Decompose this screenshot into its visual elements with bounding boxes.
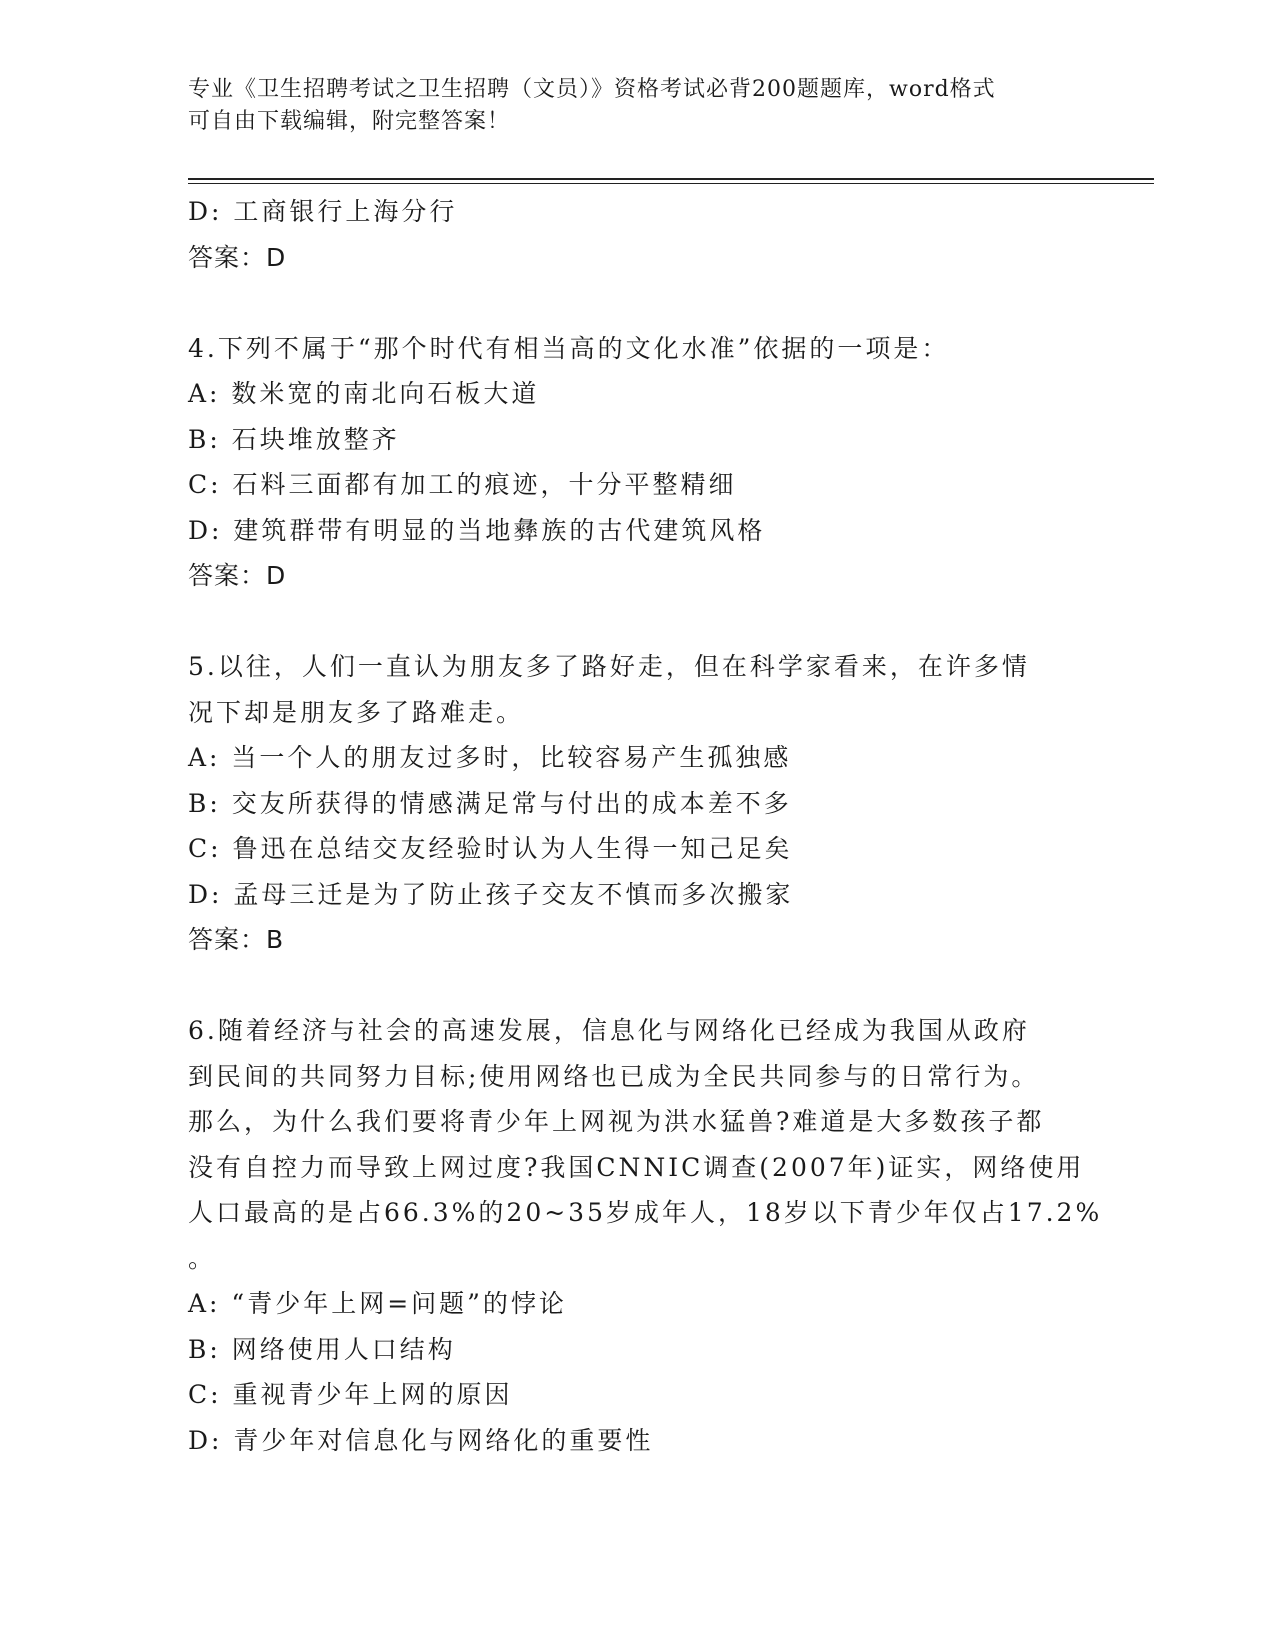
question-stem-line-2: 况下却是朋友多了路难走。 [188, 697, 525, 727]
answer-line: 答案：D [188, 561, 287, 590]
question-stem-line-2: 到民间的共同努力目标;使用网络也已成为全民共同参与的日常行为。 [188, 1061, 1040, 1091]
option-c: C: 鲁迅在总结交友经验时认为人生得一知己足矣 [188, 834, 793, 863]
spacer [188, 963, 1088, 1009]
header-divider-thick [188, 178, 1154, 180]
option-a: A: “青少年上网=问题”的悖论 [188, 1289, 567, 1318]
option-a: A: 数米宽的南北向石板大道 [188, 379, 540, 408]
option-b: B: 石块堆放整齐 [188, 424, 400, 454]
question-5 [188, 644, 1088, 963]
option-a: A: 当一个人的朋友过多时，比较容易产生孤独感 [188, 743, 792, 772]
header-title-line-2: 可自由下载编辑，附完整答案！ [188, 109, 511, 134]
option-d: D: 工商银行上海分行 [188, 197, 458, 226]
option-b: B: 网络使用人口结构 [188, 1334, 456, 1364]
question-stem-line-1: 5.以往，人们一直认为朋友多了路好走，但在科学家看来，在许多情 [188, 652, 1030, 681]
header-title-line-1: 专业《卫生招聘考试之卫生招聘（文员）》资格考试必背200题题库，word格式 [188, 77, 996, 102]
question-3-tail [188, 189, 1088, 280]
option-d: D: 孟母三迁是为了防止孩子交友不慎而多次搬家 [188, 879, 794, 909]
answer-line: 答案：B [188, 925, 285, 954]
spacer [188, 280, 1088, 326]
question-stem: 4.下列不属于“那个时代有相当高的文化水准”依据的一项是： [188, 333, 950, 363]
question-6 [188, 1008, 1103, 1463]
option-c: C: 石料三面都有加工的痕迹，十分平整精细 [188, 470, 737, 499]
question-list [188, 189, 1103, 1463]
question-stem-line-1: 6.随着经济与社会的高速发展，信息化与网络化已经成为我国从政府 [188, 1016, 1030, 1045]
question-4 [188, 326, 1088, 599]
option-d: D: 青少年对信息化与网络化的重要性 [188, 1425, 654, 1455]
answer-line: 答案：D [188, 242, 287, 272]
page-header [188, 74, 1088, 138]
option-c: C: 重视青少年上网的原因 [188, 1380, 513, 1409]
question-stem-line-3: 那么，为什么我们要将青少年上网视为洪水猛兽?难道是大多数孩子都 [188, 1107, 1045, 1136]
question-stem-line-5: 人口最高的是占66.3%的20~35岁成年人，18岁以下青少年仅占17.2% [188, 1198, 1103, 1227]
question-stem-line-6: 。 [188, 1243, 217, 1273]
header-divider-thin [188, 183, 1154, 184]
option-d: D: 建筑群带有明显的当地彝族的古代建筑风格 [188, 515, 766, 545]
option-b: B: 交友所获得的情感满足常与付出的成本差不多 [188, 788, 792, 818]
question-stem-line-4: 没有自控力而导致上网过度?我国CNNIC调查(2007年)证实，网络使用 [188, 1152, 1085, 1182]
spacer [188, 599, 1088, 645]
